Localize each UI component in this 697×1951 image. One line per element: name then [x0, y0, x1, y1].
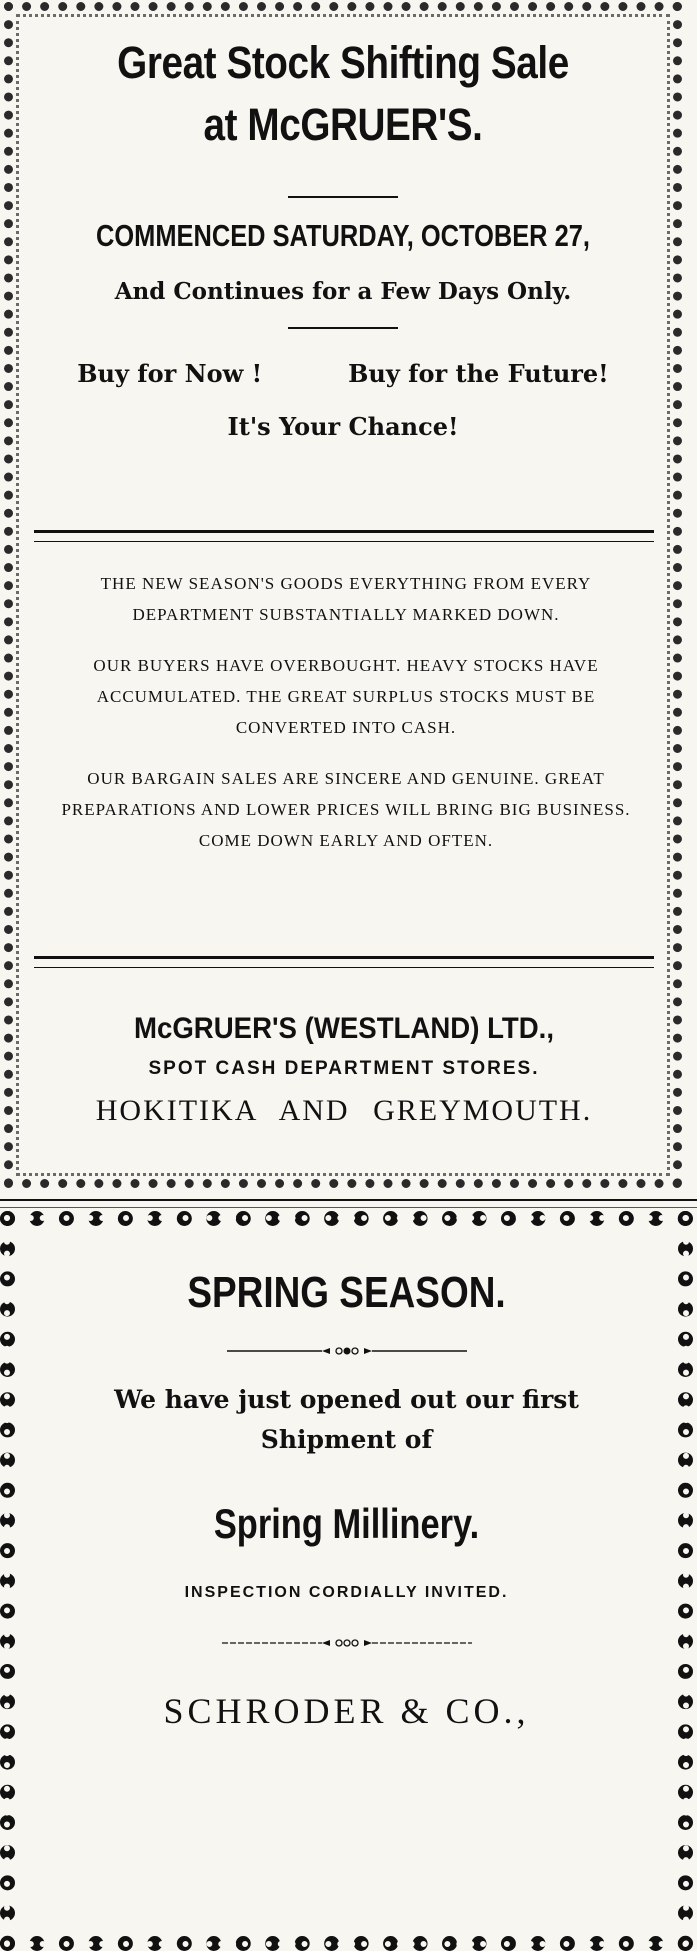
- headline-line-2: at McGRUER'S.: [203, 99, 483, 150]
- paragraph-goods: THE NEW SEASON'S GOODS EVERYTHING FROM EVERY DEPARTMENT SUBSTANTIALLY MARKED DOWN.: [100, 574, 592, 624]
- opened-line-1: We have just opened out our first: [114, 1385, 579, 1414]
- schroder-firm-name: SCHRODER & CO.,: [163, 1691, 530, 1731]
- headline: [76, 32, 611, 156]
- spring-season-title: SPRING SEASON.: [187, 1268, 506, 1317]
- schroder-advert: [0, 1211, 693, 1951]
- sale-details: [42, 568, 650, 876]
- column-separator: [0, 1199, 697, 1208]
- paragraph-bargain: OUR BARGAIN SALES ARE SINCERE AND GENUINE. GREAT PREPARATIONS AND LOWER PRICES WILL BRING BIG BUSINESS. COME DOWN EARLY AND OFTEN.: [61, 769, 631, 850]
- flourish-divider: [222, 1636, 472, 1650]
- continues-line: And Continues for a Few Days Only.: [114, 278, 572, 305]
- paragraph-overbought: OUR BUYERS HAVE OVERBOUGHT. HEAVY STOCKS HAVE ACCUMULATED. THE GREAT SURPLUS STOCKS MUST BE CONVERTED INTO CASH.: [93, 656, 599, 737]
- double-rule-divider: [34, 956, 654, 968]
- flourish-divider: [227, 1344, 467, 1358]
- commenced-date: COMMENCED SATURDAY, OCTOBER 27,: [96, 218, 590, 253]
- buy-for-now: Buy for Now !: [77, 359, 263, 388]
- sale-announcement: [32, 32, 654, 441]
- buy-for-future: Buy for the Future!: [348, 359, 609, 388]
- double-rule-divider: [34, 530, 654, 542]
- inspection-invited: INSPECTION CORDIALLY INVITED.: [184, 1584, 509, 1601]
- spring-announcement: [30, 1268, 663, 1732]
- firm-name: McGRUER'S (WESTLAND) LTD.,: [133, 1012, 555, 1045]
- headline-line-1: Great Stock Shifting Sale: [117, 37, 569, 88]
- mcgruers-advert: [4, 2, 682, 1188]
- firm-description: SPOT CASH DEPARTMENT STORES.: [148, 1058, 540, 1079]
- short-divider: [288, 196, 398, 198]
- firm-towns: HOKITIKA AND GREYMOUTH.: [95, 1094, 593, 1127]
- opened-line-2: Shipment of: [260, 1425, 433, 1454]
- buy-row: [32, 359, 654, 388]
- firm-block: [34, 1012, 654, 1128]
- spring-millinery: Spring Millinery.: [213, 1500, 480, 1547]
- your-chance: It's Your Chance!: [227, 412, 459, 441]
- opened-text: [30, 1380, 663, 1460]
- short-divider: [288, 327, 398, 329]
